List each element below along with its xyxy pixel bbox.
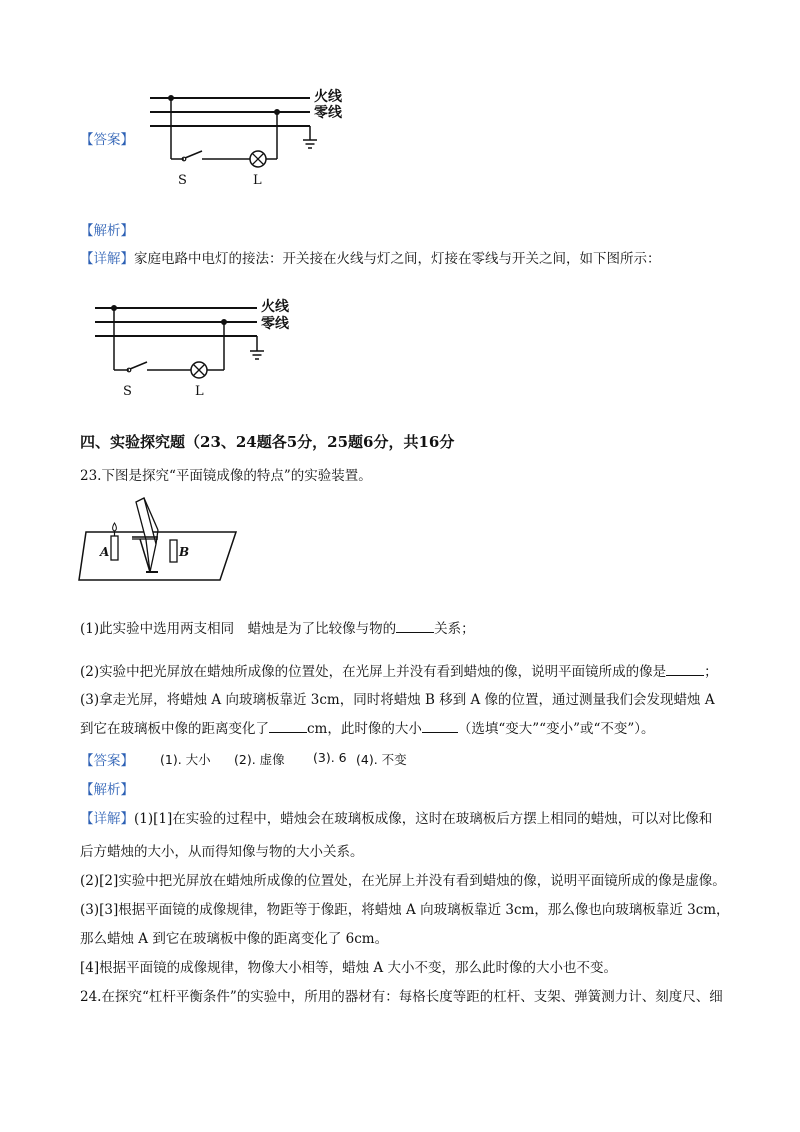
answer-label: 【答案】 xyxy=(80,753,134,769)
q23-part3-line2 xyxy=(80,717,655,737)
q23-answer-3: (3). 6 xyxy=(313,750,347,765)
q22-detail-text: 家庭电路中电灯的接法：开关接在火线与灯之间，灯接在零线与开关之间，如下图所示： xyxy=(134,251,661,267)
detail-label: 【详解】 xyxy=(80,251,134,267)
live-wire-label: 火线 xyxy=(314,89,342,105)
q23-detail-4: [4]根据平面镜的成像规律，物像大小相等，蜡烛 A 大小不变，那么此时像的大小也不变。 xyxy=(80,960,617,976)
neutral-wire-label: 零线 xyxy=(261,316,289,332)
circuit-diagram-detail xyxy=(85,288,315,400)
q23-part1-text: (1)此实验中选用两支相同 蜡烛是为了比较像与物的 xyxy=(80,621,397,637)
answer-label: 【答案】 xyxy=(80,132,134,148)
q23-part3-text-a: 到它在玻璃板中像的距离变化了 xyxy=(80,721,269,737)
q23-part1 xyxy=(80,617,475,637)
q23-part3-text-b: cm，此时像的大小 xyxy=(307,721,422,737)
q23-part2-tail: ； xyxy=(704,664,718,680)
q23-detail-2: (2)[2]实验中把光屏放在蜡烛所成像的位置处，在光屏上并没有看到蜡烛的像，说明平面镜所成的像是虚像。 xyxy=(80,873,726,889)
q22-detail xyxy=(80,247,661,267)
analysis-label: 【解析】 xyxy=(80,782,134,798)
q23-part3-text-c: （选填“变大”“变小”或“不变”）。 xyxy=(457,721,655,737)
q23-detail-3a: (3)[3]根据平面镜的成像规律，物距等于像距，将蜡烛 A 向玻璃板靠近 3cm，那么像也向玻璃板靠近 3cm， xyxy=(80,902,730,918)
q23-part2 xyxy=(80,660,718,680)
neutral-wire-label: 零线 xyxy=(314,105,342,121)
answer-blank xyxy=(666,663,704,676)
live-wire-label: 火线 xyxy=(261,299,289,315)
answer-blank xyxy=(269,720,307,733)
answer-blank xyxy=(422,720,458,733)
circuit-diagram-answer xyxy=(140,78,370,190)
q23-part3-line1: (3)拿走光屏，将蜡烛 A 向玻璃板靠近 3cm，同时将蜡烛 B 移到 A 像的位置，通过测量我们会发现蜡烛 A xyxy=(80,692,715,708)
candle-a-label: A xyxy=(100,545,110,559)
lamp-label: L xyxy=(253,173,262,188)
detail-label: 【详解】 xyxy=(80,811,134,827)
q24-stem: 24.在探究“杠杆平衡条件”的实验中，所用的器材有：每格长度等距的杠杆、支架、弹簧测力计、刻度尺、细 xyxy=(80,989,723,1005)
q23-detail-1a-text: (1)[1]在实验的过程中，蜡烛会在玻璃板成像，这时在玻璃板后方摆上相同的蜡烛，可以对比像和 xyxy=(134,811,713,827)
q23-part2-text: (2)实验中把光屏放在蜡烛所成像的位置处，在光屏上并没有看到蜡烛的像，说明平面镜所成的像是 xyxy=(80,664,667,680)
candle-b-label: B xyxy=(179,545,190,559)
switch-label: S xyxy=(178,173,187,188)
q23-detail-1b: 后方蜡烛的大小，从而得知像与物的大小关系。 xyxy=(80,844,364,860)
q23-answer-1: (1). 大小 xyxy=(160,752,211,767)
section-heading: 四、实验探究题（23、24题各5分，25题6分，共16分 xyxy=(80,433,455,451)
answer-blank xyxy=(396,620,434,633)
switch-label: S xyxy=(123,384,132,399)
plane-mirror-apparatus xyxy=(78,490,248,590)
q23-stem: 23.下图是探究“平面镜成像的特点”的实验装置。 xyxy=(80,468,372,484)
analysis-label: 【解析】 xyxy=(80,223,134,239)
q23-part1-tail: 关系； xyxy=(434,621,475,637)
lamp-label: L xyxy=(195,384,204,399)
q23-answer-2: (2). 虚像 xyxy=(234,752,285,767)
q23-detail-3b: 那么蜡烛 A 到它在玻璃板中像的距离变化了 6cm。 xyxy=(80,931,389,947)
q23-detail-1a xyxy=(80,807,712,827)
q23-answer-4: (4). 不变 xyxy=(356,752,407,767)
